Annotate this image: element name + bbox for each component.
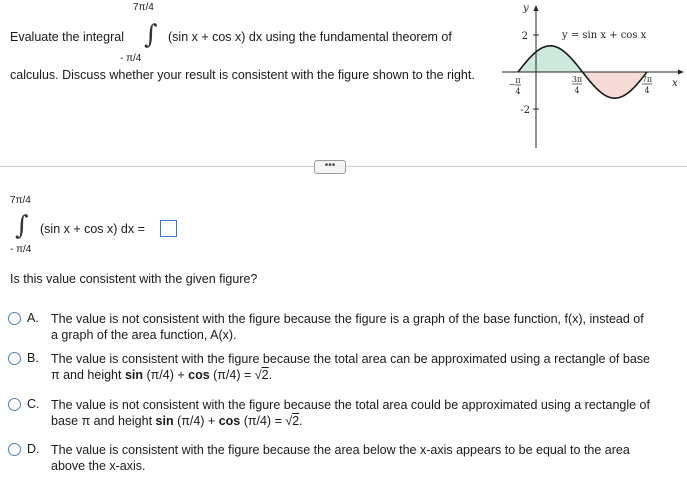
- x-axis-label: x: [672, 78, 678, 89]
- answer-input-box[interactable]: [160, 220, 177, 237]
- option-a-line2: a graph of the area function, A(x).: [51, 328, 237, 342]
- option-a-line1: The value is not consistent with the figure because the figure is a graph of the base function, f(x), instead of: [51, 312, 644, 326]
- option-c-line2: base π and height sin (π/4) + cos (π/4) = √2.: [51, 414, 303, 428]
- option-c-text: [51, 397, 681, 429]
- option-b-line2: π and height sin (π/4) + cos (π/4) = √2.: [51, 368, 273, 382]
- integral-sign: ∫: [144, 20, 158, 50]
- answer-lower-limit: - π/4: [10, 244, 32, 255]
- option-b-line1: The value is consistent with the figure because the total area can be approximated using a rectangle of base: [51, 352, 650, 366]
- svg-text:4: 4: [644, 86, 650, 95]
- option-d-letter: D.: [27, 442, 40, 456]
- svg-text:−: −: [508, 80, 516, 89]
- option-d-line2: above the x-axis.: [51, 459, 146, 473]
- y-tick-label-neg: -2: [520, 105, 530, 116]
- option-b-letter: B.: [27, 351, 39, 365]
- svg-text:4: 4: [515, 87, 521, 96]
- option-d[interactable]: [8, 442, 680, 474]
- question-prefix: Evaluate the integral: [10, 30, 124, 44]
- option-b-text: [51, 351, 681, 383]
- y-axis-label: y: [523, 3, 529, 14]
- option-b[interactable]: [8, 351, 680, 385]
- x-tick-label-3pi-4: [572, 75, 582, 95]
- option-c-line1: The value is not consistent with the figure because the total area could be approximated using a rectangle of: [51, 398, 650, 412]
- answer-integral-sign: ∫: [15, 211, 29, 241]
- option-a-radio[interactable]: [8, 312, 21, 325]
- option-d-text: [51, 442, 681, 474]
- integral-upper-limit: 7π/4: [133, 2, 154, 13]
- option-d-radio[interactable]: [8, 443, 21, 456]
- option-c[interactable]: [8, 397, 680, 431]
- svg-text:3π: 3π: [571, 75, 583, 84]
- option-a-text: [51, 311, 681, 343]
- option-a-letter: A.: [27, 311, 39, 325]
- y-tick-label-pos: 2: [521, 31, 528, 42]
- consistency-question: Is this value consistent with the given figure?: [10, 272, 258, 286]
- expand-more-button[interactable]: •••: [314, 160, 346, 174]
- answer-upper-limit: 7π/4: [10, 195, 31, 206]
- function-graph: [496, 0, 687, 150]
- svg-text:7π: 7π: [641, 75, 653, 84]
- option-a[interactable]: [8, 311, 680, 343]
- option-b-radio[interactable]: [8, 352, 21, 365]
- option-c-letter: C.: [27, 397, 40, 411]
- question-integrand: (sin x + cos x) dx using the fundamental theorem of: [168, 30, 452, 44]
- integral-lower-limit: - π/4: [120, 53, 142, 64]
- y-axis-arrow: [534, 5, 539, 11]
- x-tick-label-7pi-4: [642, 75, 652, 95]
- question-line2: calculus. Discuss whether your result is consistent with the figure shown to the right.: [10, 68, 475, 82]
- svg-text:π: π: [515, 76, 521, 85]
- x-tick-label-neg-pi-4: [509, 76, 521, 96]
- curve-label: y = sin x + cos x: [562, 30, 647, 41]
- x-axis-arrow: [678, 70, 684, 75]
- answer-integrand: (sin x + cos x) dx =: [40, 222, 145, 236]
- option-c-radio[interactable]: [8, 398, 21, 411]
- option-d-line1: The value is consistent with the figure because the area below the x-axis appears to be equal to the area: [51, 443, 630, 457]
- svg-text:4: 4: [574, 86, 580, 95]
